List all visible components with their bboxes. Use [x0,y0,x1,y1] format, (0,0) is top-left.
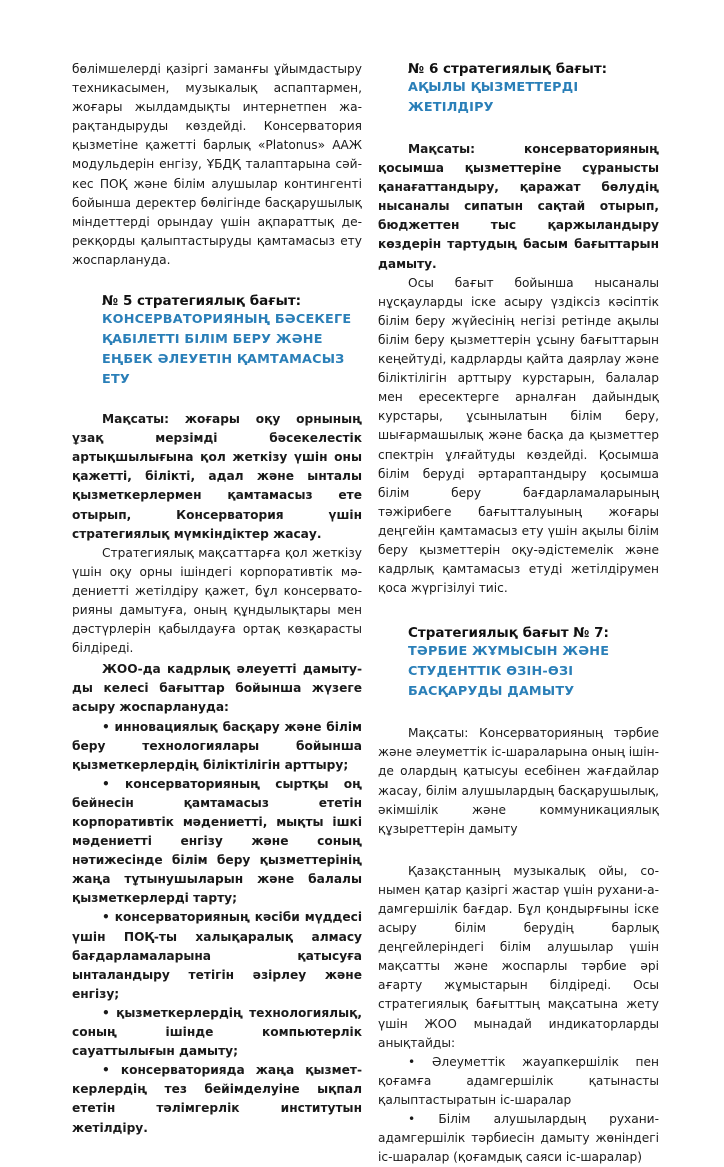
bullet-item: • консерваторияның сыртқы оң бейнесін қамтамасыз ететін корпоративтік мәдениетті, мықты ішкі мәдениетті енгізу және соның нәтижесінде білім беру қызметтерінің жаңа тұтынушыларын және балалы қызметкерлерді тарту; [72,776,362,906]
heading-direction-7 [378,624,659,702]
heading-5-title: КОНСЕРВАТОРИЯНЫҢ БӘСЕКЕГЕ ҚАБІЛЕТТІ БІЛІМ БЕРУ ЖӘНЕ ЕҢБЕК ӘЛЕУЕТІН ҚАМТАМАСЫЗ ЕТУ [102,312,352,388]
paragraph-5-1: Стратегиялық мақсаттарға қол жеткізу үшін оқу орны ішіндегі корпоративтік мәдениетті жетілдіру қажет, бұл консерваторияны дамытуға, оның құндылықтары мен дәстүрлерін қабылдауға ортақ көзқарасты білдіреді. [72,545,362,656]
bullet-item: • Білім алушылардың рухани-адамгершілік тәрбиесін дамыту жөніндегі іс-шаралар (қоғамдық саяси іс-шаралар) [378,1112,659,1165]
heading-7-number: Стратегиялық бағыт № 7: [408,625,609,642]
bullet-item: • консерваторияның кәсіби мүддесі үшін ПОҚ-ты халықаралық алмасу бағдарламаларына қатысуға ынталандыру тетігін әзірлеу және енгізу; [72,910,362,1001]
paragraph-7: Қазақстанның музыкалық ойы, сонымен қатар қазіргі жастар үшін рухани-адамгершілік бағдар. Бұл қондырғыны іске асыру білім берудің барлық деңгейлеріндегі білім алушылар үшін мақсатты және жоспарлы тәрбие әрі ағарту жұмыстарын білдіреді. Осы стратегиялық бағыттың мақсатына жету үшін ЖОО мынадай индикаторларды анықтайды: [378,863,659,1050]
intro-paragraph: бөлімшелерді қазіргі заманғы ұйымдастыру техникасымен, музыкалық аспаптармен, жоғары жылдамдықты интернетпен жарақтандыруды көздейді. Консерватория қызметіне қажетті барлық «Platonus» ААЖ модульдерін енгізу, ҰБДҚ талаптарына сәйкес ПОҚ және білім алушылар контингенті бойынша деректер бөлігінде басқарушылық міндеттерді орындау үшін ақпараттық дерекқорды қалыптастыруды қамтамасыз ету жоспарлануда. [72,62,362,267]
bullet-item: • инновациялық басқару және білім беру технологиялары бойынша қызметкерлердің біліктілігін арттыру; [72,719,362,772]
heading-7-title: ТӘРБИЕ ЖҰМЫСЫН ЖӘНЕ СТУДЕНТТІК ӨЗІН-ӨЗІ БАСҚАРУДЫ ДАМЫТУ [408,644,610,700]
heading-6-number: № 6 стратегиялық бағыт: [408,61,608,77]
heading-direction-5 [72,292,362,390]
goal-5-paragraph: Мақсаты: жоғары оқу орнының ұзақ мерзімді бәсекелестік артықшылығына қол жеткізу үшін оны қажетті, білікті, адал және ынталы қызметкерлермен қамтамасыз ете отырып, Консерватория үшін стратегиялық мүмкіндіктер жасау. [72,412,362,541]
paragraph-5-2: ЖОО-да кадрлық әлеуетті дамытуды келесі бағыттар бойынша жүзеге асыру жоспарлануда: [72,662,362,715]
heading-5-number: № 5 стратегиялық бағыт: [102,293,302,310]
heading-6-title: АҚЫЛЫ ҚЫЗМЕТТЕРДІ ЖЕТІЛДІРУ [408,80,579,115]
right-column [378,60,659,1167]
bullet-item: • қызметкерлердің технологиялық, соның ішінде компьютерлік сауаттылығын дамыту; [72,1005,362,1059]
goal-6-paragraph: Мақсаты: консерваторияның қосымша қызметтеріне сұранысты қанағаттандыру, қаражат бөлудің нысаналы сипатын сақтай отырып, бюджеттен тыс қаржыландыру көздерін тартудың басым бағыттарын дамыту. [378,142,659,271]
bullet-item: • консерваторияда жаңа қызметкерлердің тез бейімделуіне ықпал ететін тәлімгерлік институтын жетілдіру. [72,1063,362,1135]
bullet-item: • Әлеуметтік жауапкершілік пен қоғамға адамгершілік қатынасты қалыптастыратын іс-шаралар [378,1054,659,1107]
heading-direction-6 [378,60,659,118]
left-column [72,60,362,1138]
goal-7-paragraph: Мақсаты: Консерваторияның тәрбие және әлеуметтік іс-шараларына оның ішінде олардың қатысуы есебінен жағдайлар жасау, білім алушылардың басқарушылық, әкімшілік және коммуникациялық құзыреттерін дамыту [378,726,659,836]
paragraph-6: Осы бағыт бойынша нысаналы нұсқауларды іске асыру үздіксіз кәсіптік білім беру жүйесінің негізі ретінде ақылы білім беру қызметтерін ұсыну бағыттарын кеңейтуді, кадрларды қайта даярлау және біліктілігін арттыру курстарын, балалар мен ересектерге арналған дайындық курстары, ұсынылaтын білім беру, шығармашылық және басқа да қызметтер спектрін ұлғайтуды көздейді. Қосымша білім беруді әртараптандыру қосымша білім беру бағдарламаларының тәжірибеге бағытталуының жоғары деңгейін қамтамасыз ету үшін ақылы білім беру қызметтерін оқу-әдістемелік және кадрлық қамтамасыз етуді жетілдірумен қоса жүргізілуі тиіс. [378,275,659,596]
